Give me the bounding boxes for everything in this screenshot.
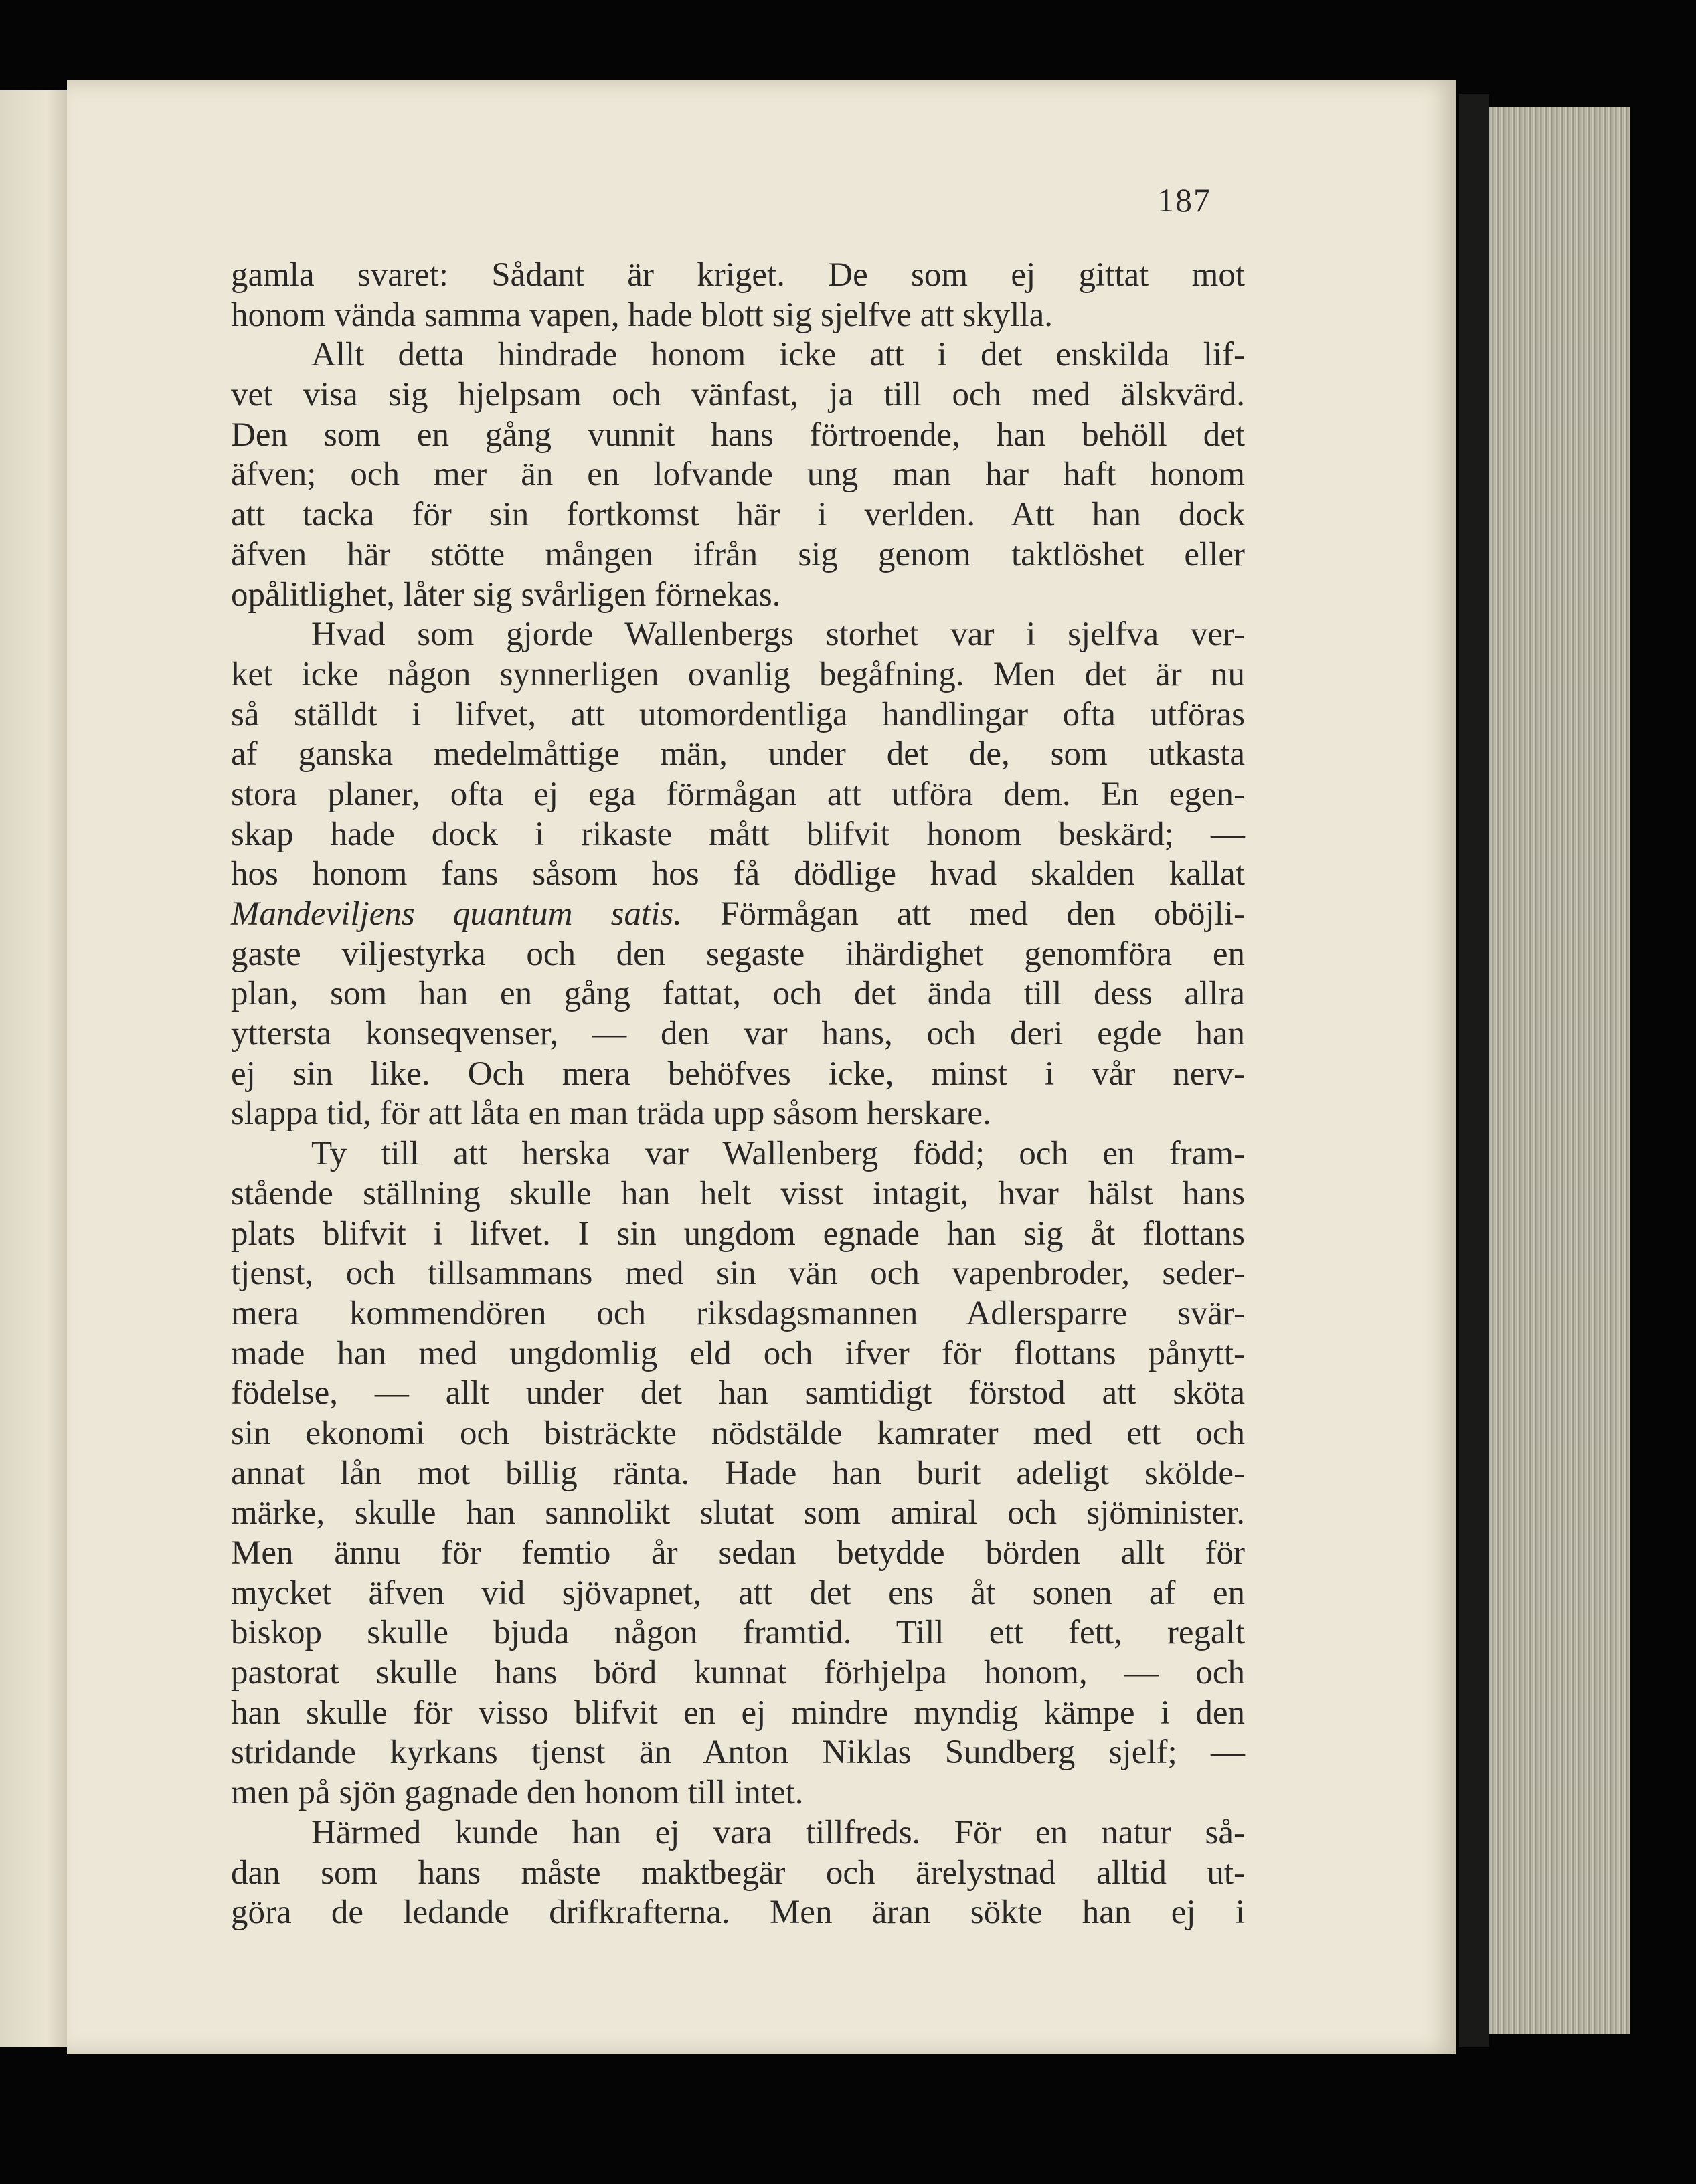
line-text: slappa tid, för att låta en man träda upp såsom herskare. (231, 1095, 991, 1133)
text-line (231, 416, 1245, 456)
line-text: vet visa sig hjelpsam och vänfast, ja till och med älskvärd. (231, 376, 1245, 414)
line-text: plats blifvit i lifvet. I sin ungdom egnade han sig åt flottans (231, 1214, 1245, 1253)
text-line (231, 1294, 1245, 1334)
line-text: mycket äfven vid sjövapnet, att det ens åt sonen af en (231, 1574, 1245, 1612)
text-line (231, 854, 1245, 895)
text-line (231, 296, 1245, 336)
line-text: stående ställning skulle han helt visst intagit, hvar hälst hans (231, 1174, 1245, 1212)
italic-phrase: Mandeviljens quantum satis. (231, 895, 682, 933)
text-line (231, 1574, 1245, 1614)
line-text: af ganska medelmåttige män, under det de, som utkasta (231, 735, 1245, 774)
line-text: made han med ungdomlig eld och ifver för flottans pånytt- (231, 1334, 1245, 1372)
text-line (231, 575, 1245, 616)
text-line (231, 1694, 1245, 1734)
line-text: Den som en gång vunnit hans förtroende, han behöll det (231, 416, 1245, 454)
text-line (231, 495, 1245, 535)
text-line (231, 1055, 1245, 1095)
page-stack-edge (1489, 107, 1630, 2034)
text-line (231, 256, 1245, 296)
text-line (231, 1214, 1245, 1255)
text-line (231, 1174, 1245, 1214)
binding-gap (1459, 94, 1489, 2047)
page-number: 187 (1157, 181, 1211, 219)
text-line (231, 1893, 1245, 1933)
text-line (231, 655, 1245, 695)
line-text: stridande kyrkans tjenst än Anton Niklas Sundberg sjelf; — (231, 1734, 1245, 1772)
text-line (231, 1134, 1245, 1174)
text-line (231, 1334, 1245, 1374)
text-line (231, 695, 1245, 735)
line-text: dan som hans måste maktbegär och ärelystnad alltid ut- (231, 1853, 1245, 1892)
text-line (231, 1534, 1245, 1574)
line-text: yttersta konseqvenser, — den var hans, och deri egde han (231, 1015, 1245, 1053)
text-line (231, 1733, 1245, 1773)
line-text: göra de ledande drifkrafterna. Men äran sökte han ej i (231, 1894, 1245, 1932)
line-text: födelse, — allt under det han samtidigt förstod att sköta (231, 1374, 1245, 1413)
line-text: pastorat skulle hans börd kunnat förhjelpa honom, — och (231, 1654, 1245, 1692)
line-text: så ställdt i lifvet, att utomordentliga handlingar ofta utföras (231, 695, 1245, 733)
line-text: Ty till att herska var Wallenberg född; och en fram- (311, 1135, 1245, 1173)
line-text: att tacka för sin fortkomst här i verlden. Att han dock (231, 496, 1245, 534)
text-line (231, 1653, 1245, 1694)
text-line (231, 335, 1245, 375)
line-text: äfven; och mer än en lofvande ung man har haft honom (231, 456, 1245, 494)
text-line (231, 1613, 1245, 1653)
text-line (231, 1014, 1245, 1055)
line-text: Allt detta hindrade honom icke att i det enskilda lif- (311, 336, 1245, 374)
text-line (231, 1414, 1245, 1454)
text-line (231, 775, 1245, 815)
line-text: biskop skulle bjuda någon framtid. Till ett fett, regalt (231, 1614, 1245, 1652)
text-line (231, 815, 1245, 855)
body-text (231, 256, 1245, 1933)
text-line (231, 735, 1245, 775)
line-text: äfven här stötte mången ifrån sig genom taktlöshet eller (231, 535, 1245, 573)
line-text: men på sjön gagnade den honom till intet. (231, 1774, 804, 1812)
line-text: mera kommendören och riksdagsmannen Adlersparre svär- (231, 1294, 1245, 1332)
line-text: tjenst, och tillsammans med sin vän och vapenbroder, seder- (231, 1255, 1245, 1293)
line-text: opålitlighet, låter sig svårligen förnekas. (231, 575, 781, 614)
text-line (231, 1454, 1245, 1494)
line-text: Hvad som gjorde Wallenbergs storhet var i sjelfva ver- (311, 616, 1245, 654)
line-text: plan, som han en gång fattat, och det ända till dess allra (231, 975, 1245, 1013)
text-line (231, 375, 1245, 416)
text-line (231, 1374, 1245, 1414)
line-text: skap hade dock i rikaste mått blifvit honom beskärd; — (231, 815, 1245, 853)
line-text: Härmed kunde han ej vara tillfreds. För en natur så- (311, 1813, 1245, 1851)
line-text: gaste viljestyrka och den segaste ihärdighet genomföra en (231, 935, 1245, 973)
text-line (231, 615, 1245, 655)
text-line (231, 974, 1245, 1014)
text-line (231, 1094, 1245, 1134)
line-text: stora planer, ofta ej ega förmågan att utföra dem. En egen- (231, 775, 1245, 813)
text-line (231, 895, 1245, 935)
line-text: märke, skulle han sannolikt slutat som amiral och sjöminister. (231, 1494, 1245, 1532)
line-text: honom vända samma vapen, hade blott sig sjelfve att skylla. (231, 296, 1053, 334)
facing-page-edge (0, 90, 67, 2047)
line-text: Men ännu för femtio år sedan betydde börden allt för (231, 1534, 1245, 1572)
line-text: ej sin like. Och mera behöfves icke, minst i vår nerv- (231, 1055, 1245, 1093)
text-line (231, 535, 1245, 575)
text-line (231, 935, 1245, 975)
line-text: han skulle för visso blifvit en ej mindre myndig kämpe i den (231, 1694, 1245, 1732)
text-line (231, 1813, 1245, 1853)
line-text: sin ekonomi och bisträckte nödstälde kamrater med ett och (231, 1414, 1245, 1452)
text-line (231, 1254, 1245, 1294)
line-text: Förmågan att med den oböjli- (681, 895, 1246, 933)
line-text: hos honom fans såsom hos få dödlige hvad skalden kallat (231, 855, 1245, 893)
text-line (231, 1853, 1245, 1894)
text-line (231, 1773, 1245, 1813)
line-text: gamla svaret: Sådant är kriget. De som ej gittat mot (231, 256, 1245, 294)
line-text: annat lån mot billig ränta. Hade han burit adeligt skölde- (231, 1454, 1245, 1492)
line-text: ket icke någon synnerligen ovanlig begåfning. Men det är nu (231, 655, 1245, 693)
text-line (231, 1493, 1245, 1534)
text-line (231, 455, 1245, 495)
